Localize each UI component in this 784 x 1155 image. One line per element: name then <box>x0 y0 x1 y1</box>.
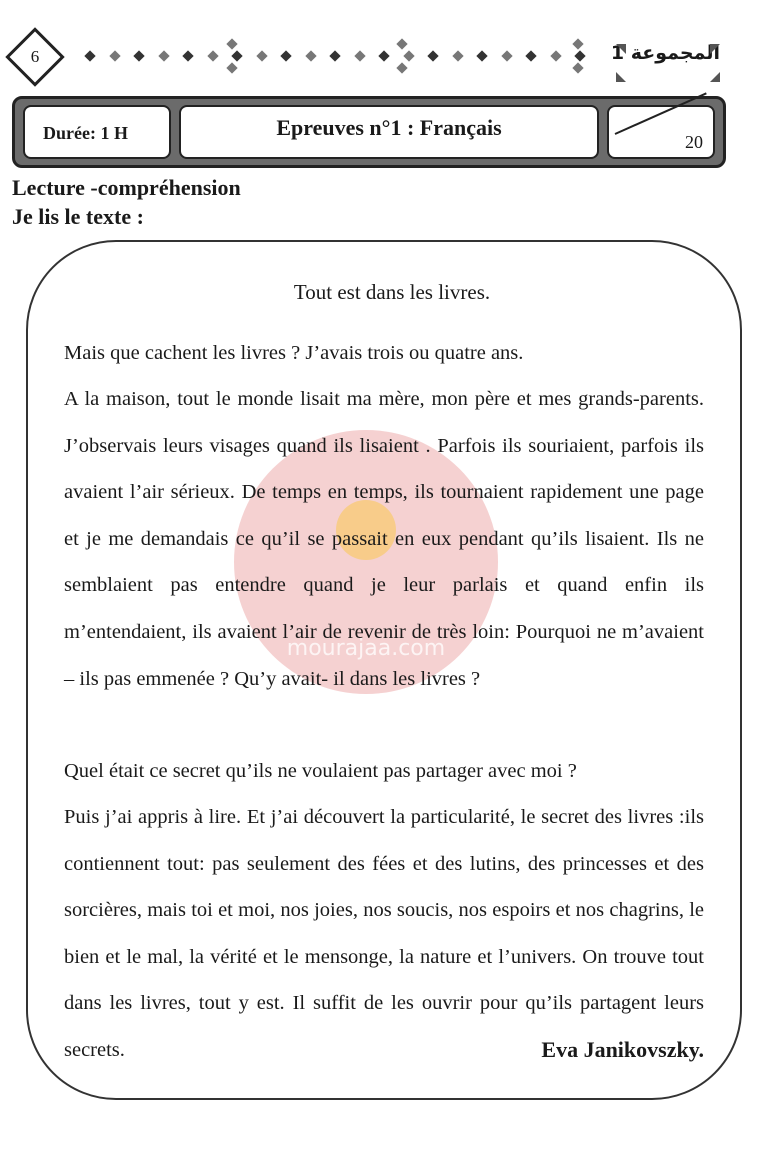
score-total: 20 <box>685 132 703 152</box>
exam-title: Epreuves n°1 : Français <box>276 115 502 140</box>
page-number: 6 <box>30 47 40 66</box>
corner-ornament-icon <box>710 72 720 82</box>
score-diagonal <box>615 92 707 135</box>
diamond-ornament-icon <box>572 62 583 73</box>
diamond-ornament-icon <box>305 50 316 61</box>
diamond-ornament-icon <box>396 38 407 49</box>
diamond-ornaments <box>80 34 600 84</box>
title-box <box>179 105 599 159</box>
diamond-ornament-icon <box>226 62 237 73</box>
corner-ornament-icon <box>616 44 626 54</box>
paragraph-4 <box>64 794 704 1074</box>
diamond-ornament-icon <box>158 50 169 61</box>
diamond-ornament-icon <box>226 38 237 49</box>
group-label: المجموعة 1 <box>610 42 720 64</box>
paragraph-4-text: Puis j’ai appris à lire. Et j’ai découvert la particularité, le secret des livres :ils contiennent tout: pas seulement des fées et des lutins, des princesses et des sorcières, mais toi et moi, nos joies, nos soucis, nos espoirs et nos chagrins, le bien et le mal, la vérité et le mensonge, la nature et l’univers. On trouve tout dans les livres, tout y est. Il suffit de les ouvrir pour qu’ils partagent leurs secrets. <box>64 806 704 1061</box>
top-ornament-row <box>0 0 784 90</box>
diamond-ornament-icon <box>378 50 389 61</box>
corner-ornament-icon <box>616 72 626 82</box>
diamond-ornament-icon <box>231 50 242 61</box>
section-heading: Lecture -compréhension <box>12 175 241 200</box>
diamond-ornament-icon <box>501 50 512 61</box>
diamond-ornament-icon <box>403 50 414 61</box>
diamond-ornament-icon <box>182 50 193 61</box>
diamond-ornament-icon <box>452 50 463 61</box>
duration-text: Durée: 1 H <box>43 123 128 143</box>
paragraph-3: Quel était ce secret qu’ils ne voulaient pas partager avec moi ? <box>64 760 577 782</box>
corner-ornament-icon <box>710 44 720 54</box>
watermark-brand: mourajaa.com <box>286 636 446 661</box>
diamond-ornament-icon <box>207 50 218 61</box>
diamond-ornament-icon <box>574 50 585 61</box>
diamond-ornament-icon <box>550 50 561 61</box>
diamond-ornament-icon <box>427 50 438 61</box>
text-title: Tout est dans les livres. <box>293 280 491 304</box>
diamond-ornament-icon <box>256 50 267 61</box>
duration-box <box>23 105 171 159</box>
diamond-ornament-icon <box>329 50 340 61</box>
diamond-ornament-icon <box>396 62 407 73</box>
exam-header <box>12 96 726 168</box>
diamond-ornament-icon <box>280 50 291 61</box>
score-box <box>607 105 715 159</box>
paragraph-1: Mais que cachent les livres ? J’avais trois ou quatre ans. <box>64 342 524 364</box>
paragraph-2: A la maison, tout le monde lisait ma mère, mon père et mes grands-parents. J’observais leurs visages quand ils lisaient . Parfois ils souriaient, parfois ils avaient l’air sérieux. De temps en temps, ils tournaient rapidement une page et je me demandais ce qu’il se passait en eux pendant qu’ils lisaient. Ils ne semblaient pas entendre quand je leur parlais et quand enfin ils m’entendaient, ils avaient l’air de revenir de très loin: Pourquoi ne m’avaient – ils pas emmenée ? Qu’y avait- il dans les livres ? <box>64 388 704 690</box>
diamond-ornament-icon <box>476 50 487 61</box>
instruction-heading: Je lis le texte : <box>12 204 144 229</box>
diamond-ornament-icon <box>84 50 95 61</box>
diamond-ornament-icon <box>354 50 365 61</box>
diamond-ornament-icon <box>572 38 583 49</box>
diamond-ornament-icon <box>109 50 120 61</box>
author-name: Eva Janikovszky. <box>541 1036 704 1062</box>
diamond-ornament-icon <box>525 50 536 61</box>
diamond-ornament-icon <box>133 50 144 61</box>
